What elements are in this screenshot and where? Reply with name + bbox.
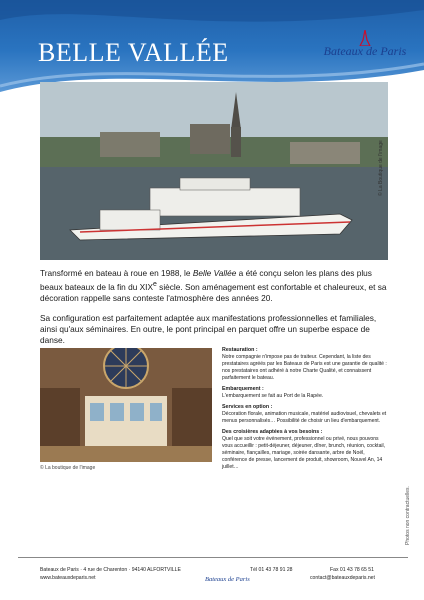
footer-logo	[205, 568, 251, 582]
interior-photo	[40, 348, 212, 462]
interior-photo-caption: © La boutique de l'image	[40, 465, 96, 471]
brand-logo	[322, 30, 408, 64]
belle-vallee-boat-image	[40, 82, 388, 260]
footer-fax: Fax 01 43 78 65 51	[330, 567, 374, 573]
footer-divider	[18, 557, 408, 558]
page-title: BELLE VALLÉE	[38, 38, 229, 67]
header-banner	[0, 0, 424, 92]
intro-paragraph-1: Transformé en bateau à roue en 1988, le Belle Vallée a été conçu selon les plans des plus beaux bateaux de la fin du XIXe siècle. Son aménagement est confortable et chaleureux, et sa décoration rappelle sans conteste l'atmosphère des années 20.	[40, 268, 387, 303]
brand-logo-text: Bateaux de Paris	[323, 44, 407, 58]
footer-logo-text: Bateaux de Paris	[205, 576, 250, 583]
footer-website-link[interactable]: www.bateauxdeparis.net	[40, 575, 96, 581]
footer-email-link[interactable]: contact@bateauxdeparis.net	[310, 575, 375, 581]
info-column	[222, 347, 390, 475]
restauration-text: Notre compagnie n'impose pas de traiteur. Cependant, la liste des prestataires agréés par les Bateaux de Paris est une garantie de qualité : nos prestataires ont adhéré à notre Charte Qualité, et connaissent parfaitement le bateau.	[222, 354, 387, 381]
restauration-heading: Restauration :	[222, 347, 258, 353]
embarquement-heading: Embarquement :	[222, 386, 264, 392]
footer-address: Bateaux de Paris · 4 rue de Charenton · 94140 ALFORTVILLE	[40, 567, 181, 573]
croisieres-heading: Des croisières adaptées à vos besoins :	[222, 429, 323, 435]
services-text: Décoration florale, animation musicale, matériel audiovisuel, chevalets et menus personnalisés… Possibilité de choisir un lieu d'embarquement.	[222, 411, 387, 424]
croisieres-text: Quel que soit votre événement, professionnel ou privé, nous pouvons vous accueillir : petit-déjeuner, déjeuner, dîner, brunch, réunion, cocktail, séminaire, fiançailles, mariage, soirée dansante, arbre de Noël, conférence de presse, lancement de produit, showroom, Nouvel An, 14 juillet…	[222, 436, 386, 470]
embarquement-text: L'embarquement se fait au Port de la Rapée.	[222, 393, 324, 399]
photo-credit: © La Boutique de l'image	[378, 140, 384, 196]
footer-phone: Tél 01 43 78 91 28	[250, 567, 293, 573]
intro-paragraph-2: Sa configuration est parfaitement adaptée aux manifestations professionnelles et familiales, ainsi qu'aux séminaires. En outre, le pont principal en parquet offre un superbe espace de danse.	[40, 313, 377, 345]
interior-image	[40, 348, 212, 462]
boat-photo	[40, 82, 388, 260]
services-heading: Services en option :	[222, 404, 273, 410]
disclaimer-note: Photos non contractuelles.	[405, 486, 411, 545]
